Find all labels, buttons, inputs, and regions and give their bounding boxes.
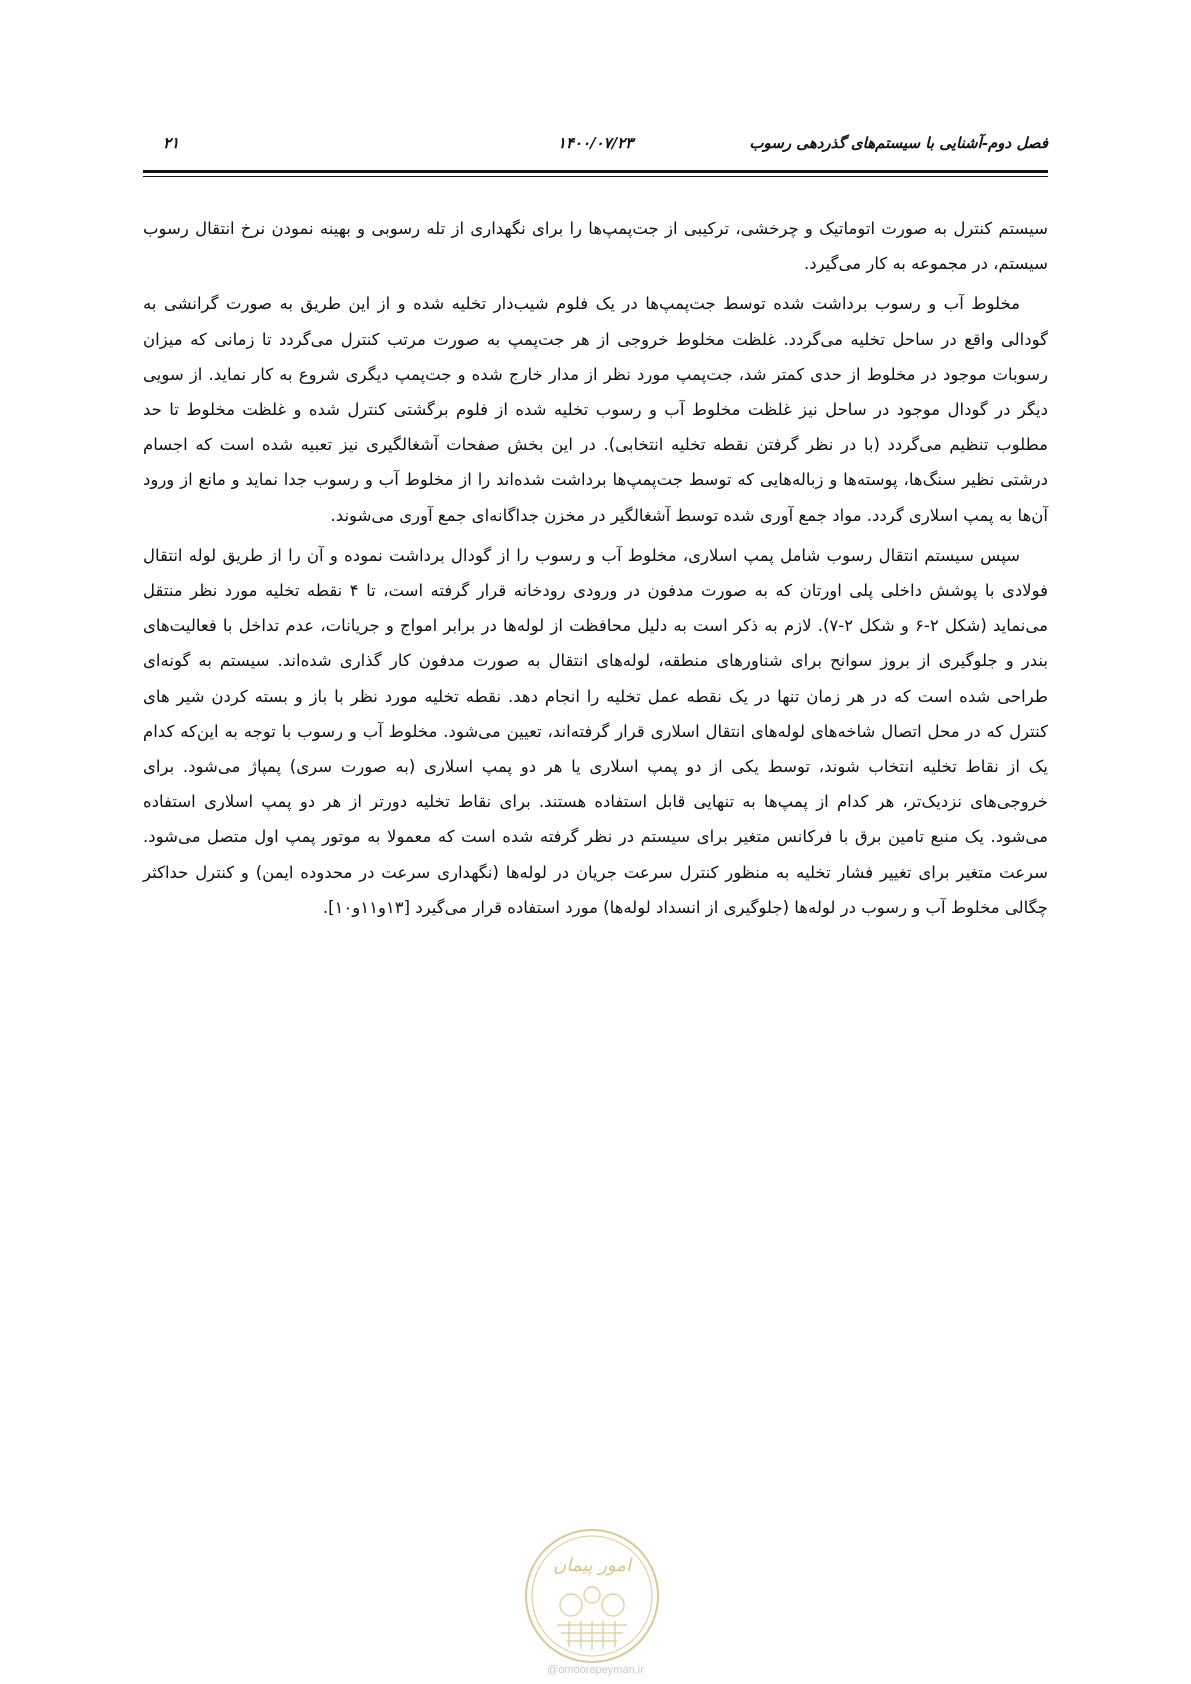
header-divider-thin [143, 176, 1048, 177]
svg-text:امور پیمان: امور پیمان [553, 1555, 631, 1576]
document-body [143, 211, 1048, 930]
header-date: ۱۴۰۰/۰۷/۲۳ [557, 134, 634, 152]
header-divider-thick [143, 170, 1048, 173]
watermark-seal-icon [521, 1525, 663, 1667]
page-header [143, 128, 1048, 162]
watermark-handle: @omoorepeyman.ir [547, 1664, 644, 1676]
page-number: ۲۱ [163, 134, 180, 152]
paragraph-3: سپس سیستم انتقال رسوب شامل پمپ اسلاری، مخلوط آب و رسوب را از گودال برداشت نموده و آن را از طریق لوله انتقال فولادی با پوشش داخلی پلی اورتان که به صورت مدفون در ورودی رودخانه قرار گرفته است، تا ۴ نقطه تخلیه مورد نظر منتقل می‌نماید (شکل ۲-۶ و شکل ۲-۷). لازم به ذکر است به دلیل محافظت از لوله‌ها در برابر امواج و جریانات، عدم تداخل با فعالیت‌های بندر و جلوگیری از بروز سوانح برای شناورهای منطقه، لوله‌های انتقال به صورت مدفون کار گذاری شده‌اند. سیستم به گونه‌ای طراحی شده است که در هر زمان تنها در یک نقطه عمل تخلیه را انجام دهد. نقطه تخلیه مورد نظر با باز و بسته کردن شیر های کنترل که در محل اتصال شاخه‌های لوله‌های انتقال اسلاری قرار گرفته‌اند، تعیین می‌شود. مخلوط آب و رسوب با توجه به این‌که کدام یک از نقاط تخلیه انتخاب شوند، توسط یکی از دو پمپ اسلاری یا هر دو پمپ اسلاری (به صورت سری) پمپاژ می‌شود. برای خروجی‌های نزدیک‌تر، هر کدام از پمپ‌ها به تنهایی قابل استفاده هستند. برای نقاط تخلیه دورتر از هر دو پمپ اسلاری استفاده می‌شود. یک منبع تامین برق با فرکانس متغیر برای سیستم در نظر گرفته شده است که معمولا به موتور پمپ اول متصل می‌شود. سرعت متغیر برای تغییر فشار تخلیه به منظور کنترل سرعت جریان در لوله‌ها (نگهداری سرعت در محدوده ایمن) و کنترل حداکثر چگالی مخلوط آب و رسوب در لوله‌ها (جلوگیری از انسداد لوله‌ها) مورد استفاده قرار می‌گیرد [۱۳و۱۱و۱۰]. [143, 545, 1049, 917]
paragraph-2: مخلوط آب و رسوب برداشت شده توسط جت‌پمپ‌ها در یک فلوم شیب‌دار تخلیه شده و از این طریق به صورت گرانشی به گودالی واقع در ساحل تخلیه می‌گردد. غلظت مخلوط خروجی از هر جت‌پمپ به صورت مرتب کنترل می‌گردد تا زمانی که میزان رسوبات موجود در مخلوط از حدی کمتر شد، جت‌پمپ مورد نظر از مدار خارج شده و جت‌پمپ دیگری شروع به کار نماید. از سویی دیگر در گودال موجود در ساحل نیز غلظت مخلوط آب و رسوب تخلیه شده از فلوم برگشتی کنترل شده و غلظت مخلوط تا حد مطلوب تنظیم می‌گردد (با در نظر گرفتن نقطه تخلیه انتخابی). در این بخش صفحات آشغالگیری نیز تعبیه شده است که اجسام درشتی نظیر سنگ‌ها، پوسته‌ها و زباله‌هایی که توسط جت‌پمپ‌ها برداشت شده‌اند را از مخلوط آب و رسوب جدا نماید و مانع از ورود آن‌ها به پمپ اسلاری گردد. مواد جمع آوری شده توسط آشغالگیر در مخزن جداگانه‌ای جمع آوری می‌شوند. [143, 294, 1048, 525]
paragraph-1: سیستم کنترل به صورت اتوماتیک و چرخشی، ترکیبی از جت‌پمپ‌ها را برای نگهداری از تله رسوبی و بهینه نمودن نرخ انتقال رسوب سیستم، در مجموعه به کار می‌گیرد. [143, 219, 1048, 274]
chapter-title: فصل دوم-آشنایی با سیستم‌های گذردهی رسوب [749, 134, 1048, 152]
